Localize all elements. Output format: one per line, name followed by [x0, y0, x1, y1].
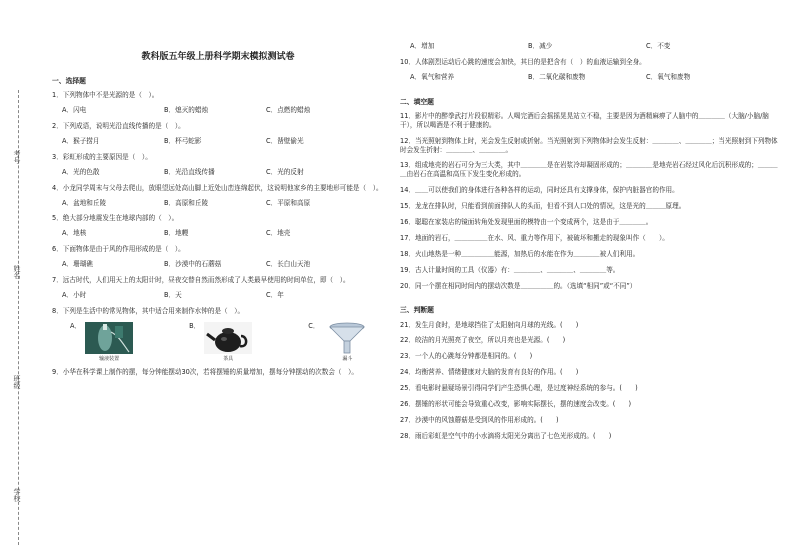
option-letter: B．: [189, 321, 201, 330]
image-option-c: [308, 322, 371, 363]
field-label: 学校: [13, 488, 21, 502]
judge-question: 28．雨后彩虹是空气中的小水滴将太阳光分离出了七色光形成的。( ): [400, 431, 612, 440]
field-label: 姓名: [13, 265, 21, 279]
option: A．增加: [410, 42, 435, 50]
option: B．地幔: [164, 229, 189, 238]
option: B．二氧化碳和废物: [528, 72, 586, 81]
options-row: [52, 291, 384, 300]
field-class: [2, 375, 32, 389]
question-stem: 4．小龙同学周末与父母去爬山，放眼望远处高山脚上近处山峦连绵起伏，这说明他家乡的主要地形可能是（ ）。: [52, 183, 383, 192]
options-row: [52, 199, 384, 208]
options-row: [52, 106, 384, 115]
question-stem: 9．小华在科学课上制作的摆，每分钟能摆动30次，若将摆锤的质量增加，摆每分钟摆动的次数会（ ）。: [52, 368, 359, 377]
option: C．光的反射: [266, 167, 304, 176]
question-stem: 10．人体剧烈运动后心跳的速度会加快，其目的是把含有（ ）的血液运输到全身。: [400, 57, 646, 66]
options-row: [52, 137, 384, 146]
question-stem: 3．彩虹形成的主要原因是（ ）。: [52, 152, 152, 161]
options-row: [400, 73, 780, 82]
field-label: 班级: [13, 375, 21, 389]
question-stem: 1．下列物体中不是光源的是（ ）。: [52, 91, 159, 100]
fill-question: 19．古人计量时间的工具（仪器）有：＿＿＿＿、＿＿＿＿、＿＿＿＿等。: [400, 265, 620, 274]
option: C．长白山天池: [266, 260, 311, 269]
option: A．光的色散: [62, 167, 100, 176]
option: A．小时: [62, 290, 87, 299]
judge-question: 22．皎洁的月光照亮了夜空，所以月亮也是光源。( ): [400, 336, 566, 345]
field-name: [2, 265, 32, 279]
section-title: 二、填空题: [400, 97, 434, 106]
judge-question: 24．均衡营养、情绪健康对大脑的发育有良好的作用。( ): [400, 368, 579, 377]
left-column: [52, 0, 384, 379]
option: A．盆地和丘陵: [62, 198, 107, 207]
question-stem: 5．绝大部分地震发生在地球内部的（ ）。: [52, 214, 179, 223]
option: C．凿壁偷光: [266, 136, 304, 145]
options-row: [52, 260, 384, 269]
judge-question: 27．沙漠中的风蚀蘑菇是受到风的作用形成的。( ): [400, 415, 559, 424]
judge-question: 25．看电影时悬疑场景引得同学们产生恐惧心理，是过度神经系统的参与。( ): [400, 384, 638, 393]
fill-question: 11．影片中的醉拳武打片段很精彩。人喝完酒后会摇摇晃晃站立不稳，主要是因为酒精麻痹了人脑中的＿＿＿＿（大脑/小脑/脑干），所以喝酒是不利于健康的。: [400, 111, 769, 129]
question-stem: 6．下面物体是由于风的作用形成的是（ ）。: [52, 245, 185, 254]
fill-question: 13．组成地壳的岩石可分为三大类，其中＿＿＿＿是在岩浆冷却凝固形成的；＿＿＿＿是地壳岩石经过风化后沉积形成的；＿＿＿＿由岩石在高温和高压下发生变化形成的。: [400, 161, 778, 179]
option: A．氧气和营养: [410, 72, 455, 81]
section-title: 三、判断题: [400, 306, 434, 315]
option: B．减少: [528, 42, 553, 50]
option: C．年: [266, 290, 284, 299]
options-row: [52, 168, 384, 177]
fill-question: 15．龙龙在排队时，只能看到前面排队人的头而，但看不到人口处的情况，这是光的＿＿＿原理。: [400, 202, 686, 211]
image-options-row: [70, 322, 384, 363]
option: A．地核: [62, 229, 87, 238]
option: C．平原和高原: [266, 198, 311, 207]
section-title: 一、选择题: [52, 77, 86, 86]
option: A．猴子捞月: [62, 136, 100, 145]
image-option-a: [70, 322, 133, 363]
option: B．高原和丘陵: [164, 198, 209, 207]
options-row: [400, 42, 780, 51]
option: A．珊瑚礁: [62, 260, 93, 269]
teapot-image: [204, 322, 252, 354]
option: B．杯弓蛇影: [164, 136, 202, 145]
fill-question: 20．同一个摆在相同时间内的摆动次数是＿＿＿＿＿的。（选填“相同”或“不同”）: [400, 281, 637, 290]
option: C．点燃的蜡烛: [266, 106, 311, 115]
option: B．光沿直线传播: [164, 167, 215, 176]
option: C．不变: [646, 42, 671, 50]
fill-question: 18．火山地热是一种＿＿＿＿＿能源，加热后的水能在作为＿＿＿＿被人们利用。: [400, 249, 640, 258]
field-label: 考号: [13, 150, 21, 164]
funnel-image: [323, 322, 371, 354]
field-exam-number: [2, 150, 32, 164]
question-stem: 8．下列是生活中的常见物体，其中适合用来制作水钟的是（ ）。: [52, 306, 245, 315]
page-title: 教科版五年级上册科学期末模拟测试卷: [141, 52, 295, 62]
judge-question: 23．一个人的心跳每分钟都是相同的。( ): [400, 352, 533, 361]
option-letter: C．: [308, 321, 320, 330]
image-caption: 输液装置: [99, 355, 120, 362]
right-column: [400, 0, 780, 448]
image-caption: 茶具: [223, 355, 234, 362]
infusion-device-image: [85, 322, 133, 354]
question-stem: 7．远古时代，人们用天上的太阳计时，昼夜交替自然而然形成了人类最早使用的时间单位，即（ ）。: [52, 276, 350, 284]
option: C．地壳: [266, 229, 291, 238]
field-school: [2, 488, 32, 502]
fill-question: 12．当光照射到物体上时，光会发生反射或折射。当光照射到下列物体时会发生反射：＿＿＿＿、＿＿＿＿；当光照射到下列物体时会发生折射：＿＿＿＿、＿＿＿＿。: [400, 136, 778, 154]
options-row: [52, 229, 384, 238]
fill-question: 14．＿＿可以使我们的身体进行各种各样的运动，同时还具有支撑身体，保护内脏器官的作用。: [400, 186, 679, 195]
image-caption: 漏斗: [342, 355, 353, 362]
option: A．闪电: [62, 106, 87, 115]
judge-question: 21．发生月食时，是地球挡住了太阳射向月球的光线。( ): [400, 320, 579, 329]
binding-strip: [0, 0, 38, 550]
option-letter: A．: [70, 321, 82, 330]
option: B．沙漠中的石蘑菇: [164, 260, 222, 269]
fill-question: 17．地面的岩石，＿＿＿＿＿在水、风、重力等作用下，被破坏和搬走的现象叫作（ ）。: [400, 233, 669, 242]
judge-question: 26．摆锤的形状可能会导致重心改变，影响实际摆长，摆的速度会改变。( ): [400, 400, 632, 409]
option: B．熄灭的蜡烛: [164, 106, 209, 115]
image-option-b: [189, 322, 252, 363]
option: C．氧气和废物: [646, 72, 691, 81]
fill-question: 16．聪聪在家装店的镜面转角处发现里面的模特由一个变成两个，这是由于＿＿＿＿。: [400, 217, 653, 226]
question-stem: 2．下列成语，说明光沿直线传播的是（ ）。: [52, 122, 185, 131]
option: B．天: [164, 290, 182, 299]
